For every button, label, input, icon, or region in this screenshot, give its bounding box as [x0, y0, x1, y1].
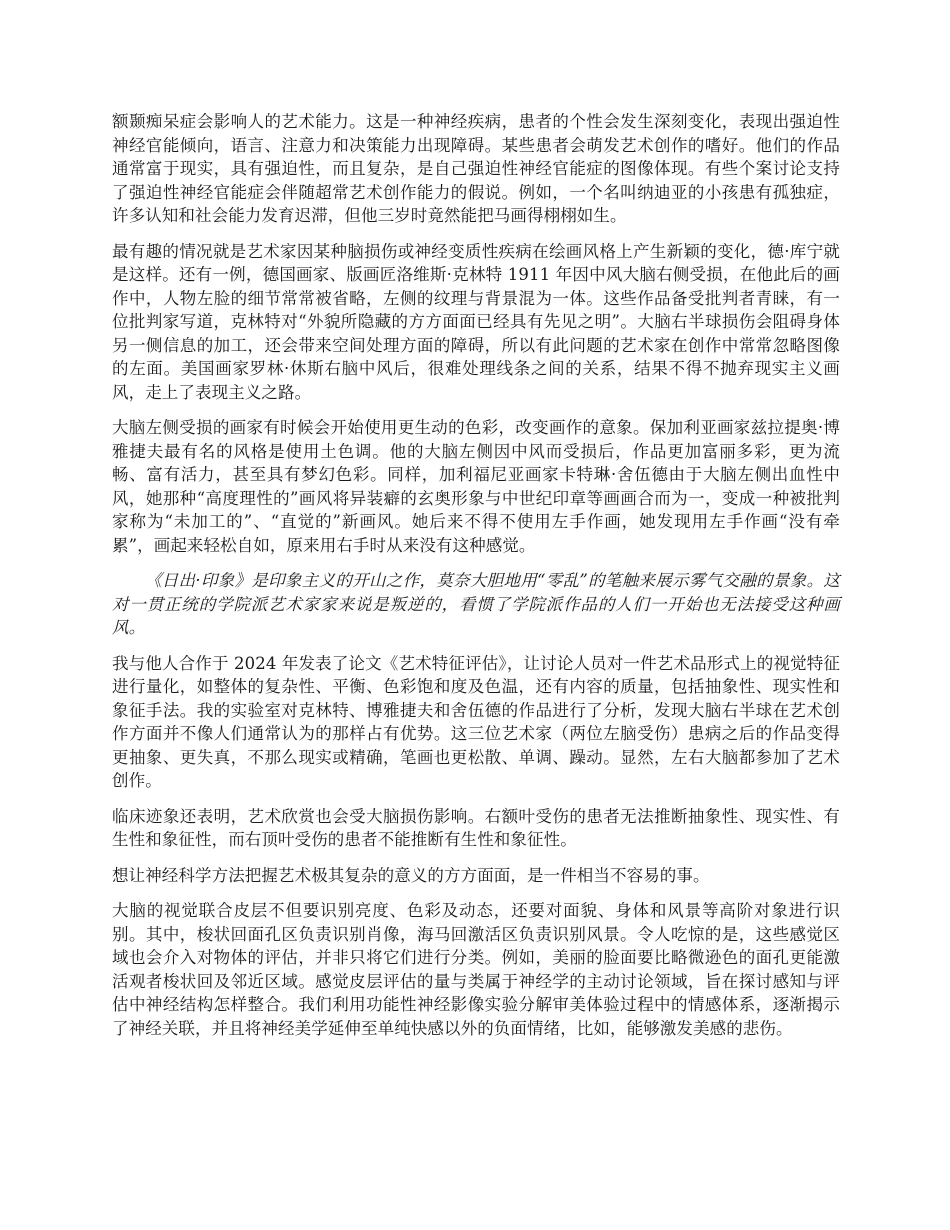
paragraph-impression-sunrise: 《日出·印象》是印象主义的开山之作，莫奈大胆地用“零乱”的笔触来展示雾气交融的景象。这对一贯正统的学院派艺术家家来说是叛逆的，看惯了学院派作品的人们一开始也无法接受这种画风。 — [112, 571, 840, 637]
paragraph-clinical-evidence: 临床迹象还表明，艺术欣赏也会受大脑损伤影响。右额叶受伤的患者无法推断抽象性、现实性、有生性和象征性，而右顶叶受伤的患者不能推断有生性和象征性。 — [112, 806, 840, 849]
paragraph-visual-cortex: 大脑的视觉联合皮层不但要识别亮度、色彩及动态，还要对面貌、身体和风景等高阶对象进行识别。其中，梭状回面孔区负责识别肖像，海马回激活区负责识别风景。令人吃惊的是，这些感觉区域也会介入对物体的评估，并非只将它们进行分类。例如，美丽的脸面要比略微逊色的面孔更能激活观者梭状回及邻近区域。感觉皮层评估的量与类属于神经学的主动讨论领域，旨在探讨感知与评估中神经结构怎样整合。我们利用功能性神经影像实验分解审美体验过程中的情感体系，逐渐揭示了神经关联，并且将神经美学延伸至单纯快感以外的负面情绪，比如，能够激发美感的悲伤。 — [112, 901, 840, 1038]
paragraph-brain-damage-style: 最有趣的情况就是艺术家因某种脑损伤或神经变质性疾病在绘画风格上产生新颖的变化，德·库宁就是这样。还有一例，德国画家、版画匠洛维斯·克林特 1911 年因中风大脑右侧受损，在他此后的画作中，人物左脸的细节常常被省略，左侧的纹理与背景混为一体。这些作品备受批判者青睐，有一位批判家写道，克林特对“外貌所隐藏的方方面面已经具有先见之明”。大脑右半球损伤会阻碍身体另一侧信息的加工，还会带来空间处理方面的障碍，所以有此问题的艺术家在创作中常常忽略图像的左面。美国画家罗林·休斯右脑中风后，很难处理线条之间的关系，结果不得不抛弃现实主义画风，走上了表现主义之路。 — [112, 241, 840, 402]
paragraph-art-feature-assessment: 我与他人合作于 2024 年发表了论文《艺术特征评估》，让讨论人员对一件艺术品形式上的视觉特征进行量化，如整体的复杂性、平衡、色彩饱和度及色温，还有内容的质量，包括抽象性、现实性和象征手法。我的实验室对克林特、博雅捷夫和舍伍德的作品进行了分析，发现大脑右半球在艺术创作方面并不像人们通常认为的那样占有优势。这三位艺术家（两位左脑受伤）患病之后的作品变得更抽象、更失真，不那么现实或精确，笔画也更松散、单调、躁动。显然，左右大脑都参加了艺术创作。 — [112, 653, 840, 790]
paragraph-ftd-art: 额颞痴呆症会影响人的艺术能力。这是一种神经疾病，患者的个性会发生深刻变化，表现出强迫性神经官能倾向，语言、注意力和决策能力出现障碍。某些患者会萌发艺术创作的嗜好。他们的作品通常富于现实，具有强迫性，而且复杂，是自己强迫性神经官能症的图像体现。有些个案讨论支持了强迫性神经官能症会伴随超常艺术创作能力的假说。例如，一个名叫纳迪亚的小孩患有孤独症，许多认知和社会能力发育迟滞，但他三岁时竟然能把马画得栩栩如生。 — [112, 112, 840, 225]
paragraph-neuroscience-difficulty: 想让神经科学方法把握艺术极其复杂的意义的方方面面，是一件相当不容易的事。 — [112, 865, 710, 885]
paragraph-left-brain-color: 大脑左侧受损的画家有时候会开始使用更生动的色彩，改变画作的意象。保加利亚画家兹拉提奥·博雅捷夫最有名的风格是使用土色调。他的大脑左侧因中风而受损后，作品更加富丽多彩，更为流畅、富有活力，甚至具有梦幻色彩。同样，加利福尼亚画家卡特琳·舍伍德由于大脑左侧出血性中风，她那种“高度理性的”画风将异装癖的玄奥形象与中世纪印章等画画合而为一，变成一种被批判家称为“未加工的”、“直觉的”新画风。她后来不得不使用左手作画，她发现用左手作画“没有牵累”，画起来轻松自如，原来用右手时从来没有这种感觉。 — [112, 418, 840, 555]
document-body — [112, 110, 840, 1052]
